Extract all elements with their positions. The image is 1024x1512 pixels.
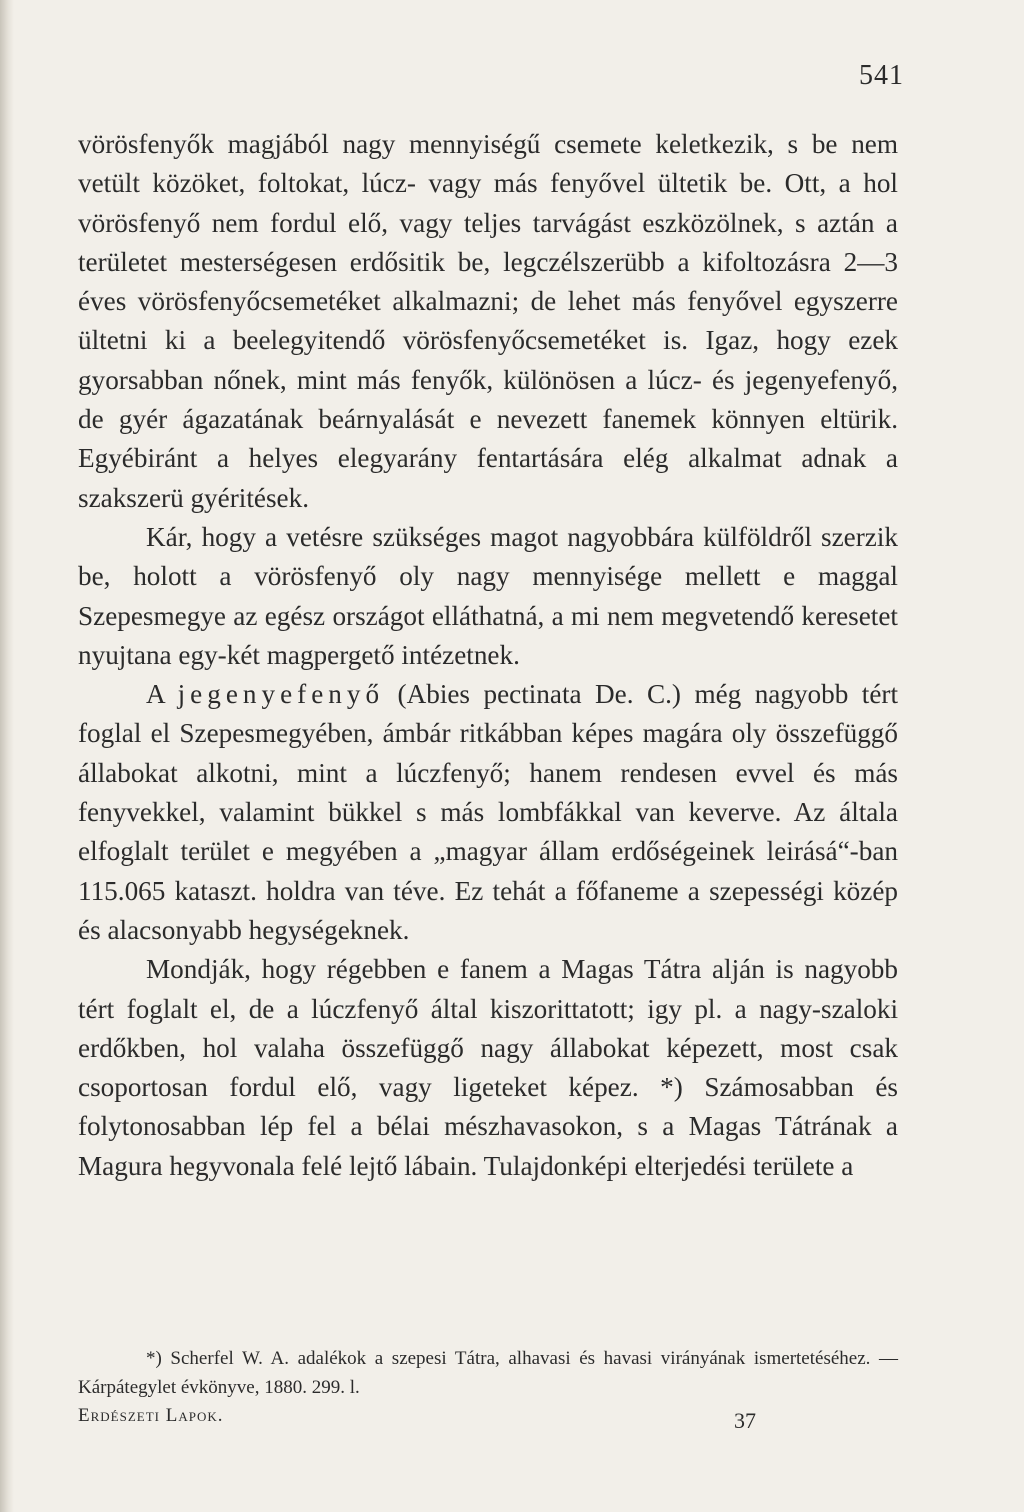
body-text xyxy=(78,125,898,1186)
page-number: 541 xyxy=(859,60,904,91)
paragraph-3-text: (Abies pectinata De. C.) még nagyobb tért foglal el Szepesmegyében, ámbár ritkábban képes magára oly összefüggő állabokat alkotni, mint a lúczfenyő; hanem rendesen evvel és más fenyvekkel, valamint bükkel s más lombfákkal van keverve. Az általa elfoglalt terület e megyében a „magyar állam erdőségeinek leirásá“-ban 115.065 kataszt. holdra van téve. Ez tehát a főfaneme a szepességi közép és alacsonyabb hegységeknek. xyxy=(78,679,899,945)
paragraph-3-lead: A xyxy=(146,679,165,710)
footnote: *) Scherfel W. A. adalékok a szepesi Tátra, alhavasi és havasi virányának ismertetéséhez. — Kárpátegylet évkönyve, 1880. 299. l. xyxy=(78,1348,898,1398)
paragraph-1: vörösfenyők magjából nagy mennyiségű csemete keletkezik, s be nem vetült közöket, foltokat, lúcz- vagy más fenyővel ültetik be. Ott, a hol vörösfenyő nem fordul elő, vagy teljes tarvágást eszközölnek, s aztán a területet mesterségesen erdősitik be, legczélszerübb a kifoltozásra 2—3 éves vörösfenyőcsemetéket alkalmazni; de lehet más fenyővel egyszerre ültetni ki a beelegyitendő vörösfenyőcsemetéket is. Igaz, hogy ezek gyorsabban nőnek, mint más fenyők, különösen a lúcz- és jegenyefenyő, de gyér ágazatának beárnyalását e nevezett fanemek könnyen eltürik. Egyébiránt a helyes elegyarány fentartására elég alkalmat adnak a szakszerü gyéritések. xyxy=(78,129,898,513)
sheet-number: 37 xyxy=(734,1408,756,1433)
paragraph-4: Mondják, hogy régebben e fanem a Magas Tátra alján is nagyobb tért foglalt el, de a lúczfenyő által kiszorittatott; igy pl. a nagy-szaloki erdőkben, hol valaha összefüggő nagy állabokat képezett, most csak csoportosan fordul elő, vagy ligeteket képez. *) Számosabban és folytonosabban lép fel a bélai mészhavasokon, s a Magas Tátrának a Magura hegyvonala felé lejtő lábain. Tulajdonképi elterjedési területe a xyxy=(78,954,898,1181)
page-edge-shadow xyxy=(0,0,14,1512)
spaced-term-jegenyefenyo: jegenyefenyő xyxy=(177,679,385,710)
journal-signature: Erdészeti Lapok. xyxy=(78,1405,224,1426)
paragraph-2: Kár, hogy a vetésre szükséges magot nagyobbára külföldről szerzik be, holott a vörösfenyő oly nagy mennyisége mellett e maggal Szepesmegye az egész országot elláthatná, a mi nem megvetendő keresetet nyujtana egy-két magpergető intézetnek. xyxy=(78,521,898,670)
paragraph-3 xyxy=(78,675,898,950)
